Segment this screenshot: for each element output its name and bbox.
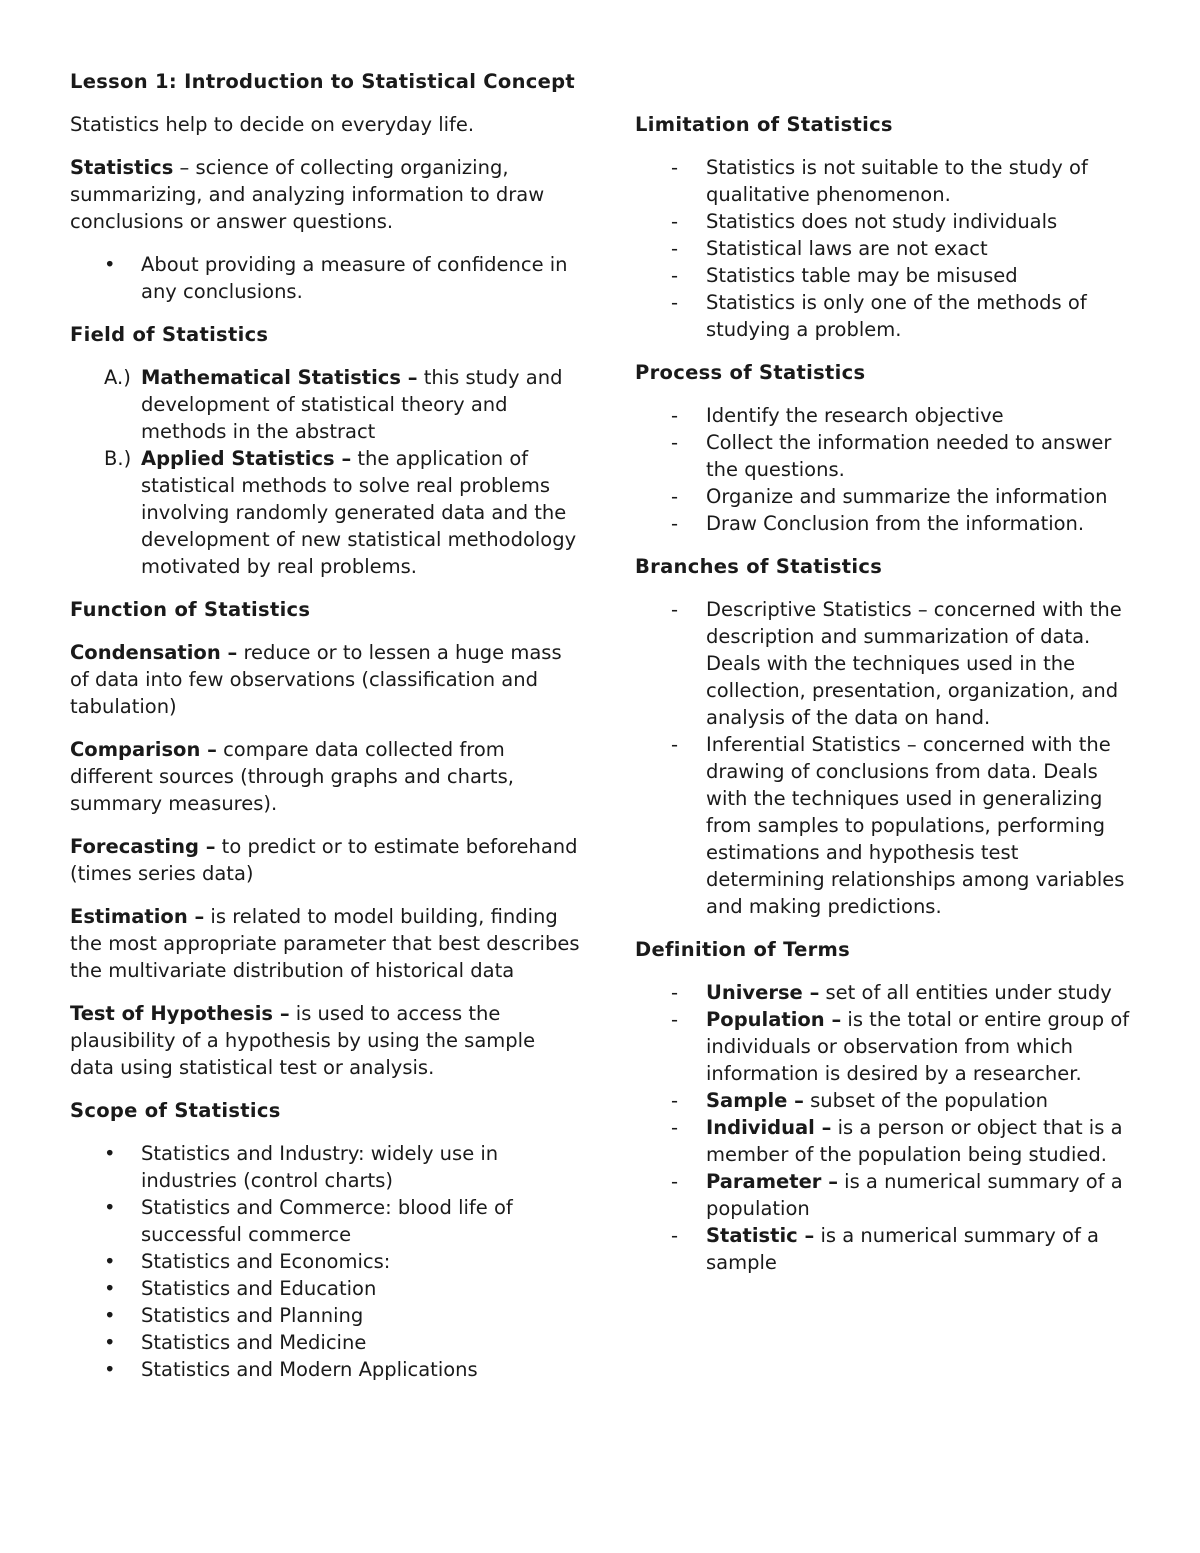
term-text: is a numerical summary of a population	[706, 1170, 1123, 1220]
list-item: - Statistical laws are not exact	[635, 235, 1135, 262]
definition-bullet-list	[70, 251, 580, 305]
function-text: is used to access the plausibility of a hypothesis by using the sample data using statistical test or analysis.	[70, 1002, 536, 1079]
list-item: - Inferential Statistics – concerned with the drawing of conclusions from data. Deals with the techniques used in generalizing from samples to populations, performing estimations and hypothesis test determining relationships among variables and making predictions.	[635, 731, 1135, 920]
term-name: Universe –	[706, 981, 820, 1004]
field-term: Mathematical Statistics –	[141, 366, 418, 389]
function-term: Test of Hypothesis –	[70, 1002, 290, 1025]
right-column	[635, 111, 1135, 1292]
lesson-title: Lesson 1: Introduction to Statistical Concept	[70, 70, 576, 93]
function-item	[70, 639, 580, 720]
list-item: - Descriptive Statistics – concerned with the description and summarization of data. Deals with the techniques used in the collection, presentation, organization, and analysis of the data on hand.	[635, 596, 1135, 731]
term-text: is a person or object that is a member of the population being studied.	[706, 1116, 1123, 1166]
term-text: is a numerical summary of a sample	[706, 1224, 1099, 1274]
list-marker: B.)	[104, 447, 132, 470]
left-column	[70, 68, 580, 1399]
process-list	[635, 402, 1135, 537]
term-name: Statistic –	[706, 1224, 815, 1247]
definition-text: – science of collecting organizing, summarizing, and analyzing information to draw conclusions or answer questions.	[70, 156, 545, 233]
branches-list	[635, 596, 1135, 920]
scope-heading: Scope of Statistics	[70, 1099, 281, 1122]
list-item: - Statistics is not suitable to the study of qualitative phenomenon.	[635, 154, 1135, 208]
list-item: • Statistics and Modern Applications	[70, 1356, 580, 1383]
list-item: - Identify the research objective	[635, 402, 1135, 429]
term-name: Parameter –	[706, 1170, 838, 1193]
function-item	[70, 903, 580, 984]
function-text: is related to model building, finding the most appropriate parameter that best describes the multivariate distribution of historical data	[70, 905, 580, 982]
list-item: • About providing a measure of confidence in any conclusions.	[70, 251, 580, 305]
intro-text: Statistics help to decide on everyday life.	[70, 113, 475, 136]
list-item: - Organize and summarize the information	[635, 483, 1135, 510]
term-text: subset of the population	[803, 1089, 1048, 1112]
list-item	[70, 364, 580, 445]
term-name: Sample –	[706, 1089, 804, 1112]
list-item: - Draw Conclusion from the information.	[635, 510, 1135, 537]
term-name: Individual –	[706, 1116, 832, 1139]
definition-term: Statistics	[70, 156, 174, 179]
limitation-list	[635, 154, 1135, 343]
scope-list	[70, 1140, 580, 1383]
list-item: • Statistics and Economics:	[70, 1248, 580, 1275]
terms-heading: Definition of Terms	[635, 938, 851, 961]
function-heading: Function of Statistics	[70, 598, 311, 621]
list-item	[70, 445, 580, 580]
function-item	[70, 1000, 580, 1081]
list-item: • Statistics and Education	[70, 1275, 580, 1302]
function-item	[70, 833, 580, 887]
list-item: - Statistics table may be misused	[635, 262, 1135, 289]
field-text: this study and development of statistical theory and methods in the abstract	[141, 366, 563, 443]
list-item: • Statistics and Industry: widely use in industries (control charts)	[70, 1140, 580, 1194]
list-item: - Collect the information needed to answer the questions.	[635, 429, 1135, 483]
branches-heading: Branches of Statistics	[635, 555, 883, 578]
list-item	[635, 979, 1135, 1006]
list-item	[635, 1168, 1135, 1222]
field-text: the application of statistical methods to solve real problems involving randomly generated data and the development of new statistical methodology motivated by real problems.	[141, 447, 577, 578]
statistics-definition	[70, 154, 580, 235]
field-term: Applied Statistics –	[141, 447, 352, 470]
field-list	[70, 364, 580, 580]
list-item	[635, 1006, 1135, 1087]
list-item	[635, 1114, 1135, 1168]
list-item	[635, 1222, 1135, 1276]
function-term: Forecasting –	[70, 835, 216, 858]
function-item	[70, 736, 580, 817]
process-heading: Process of Statistics	[635, 361, 866, 384]
list-marker: A.)	[104, 366, 131, 389]
function-text: reduce or to lessen a huge mass of data into few observations (classification and tabulation)	[70, 641, 562, 718]
term-name: Population –	[706, 1008, 842, 1031]
function-term: Estimation –	[70, 905, 205, 928]
function-text: compare data collected from different sources (through graphs and charts, summary measures).	[70, 738, 514, 815]
limitation-heading: Limitation of Statistics	[635, 113, 893, 136]
function-term: Condensation –	[70, 641, 238, 664]
list-item: - Statistics does not study individuals	[635, 208, 1135, 235]
field-heading: Field of Statistics	[70, 323, 269, 346]
list-item: • Statistics and Planning	[70, 1302, 580, 1329]
list-item	[635, 1087, 1135, 1114]
list-item: - Statistics is only one of the methods of studying a problem.	[635, 289, 1135, 343]
terms-list	[635, 979, 1135, 1276]
function-text: to predict or to estimate beforehand (times series data)	[70, 835, 578, 885]
function-term: Comparison –	[70, 738, 217, 761]
term-text: is the total or entire group of individuals or observation from which information is desired by a researcher.	[706, 1008, 1130, 1085]
list-item: • Statistics and Medicine	[70, 1329, 580, 1356]
term-text: set of all entities under study	[819, 981, 1112, 1004]
list-item: • Statistics and Commerce: blood life of successful commerce	[70, 1194, 580, 1248]
